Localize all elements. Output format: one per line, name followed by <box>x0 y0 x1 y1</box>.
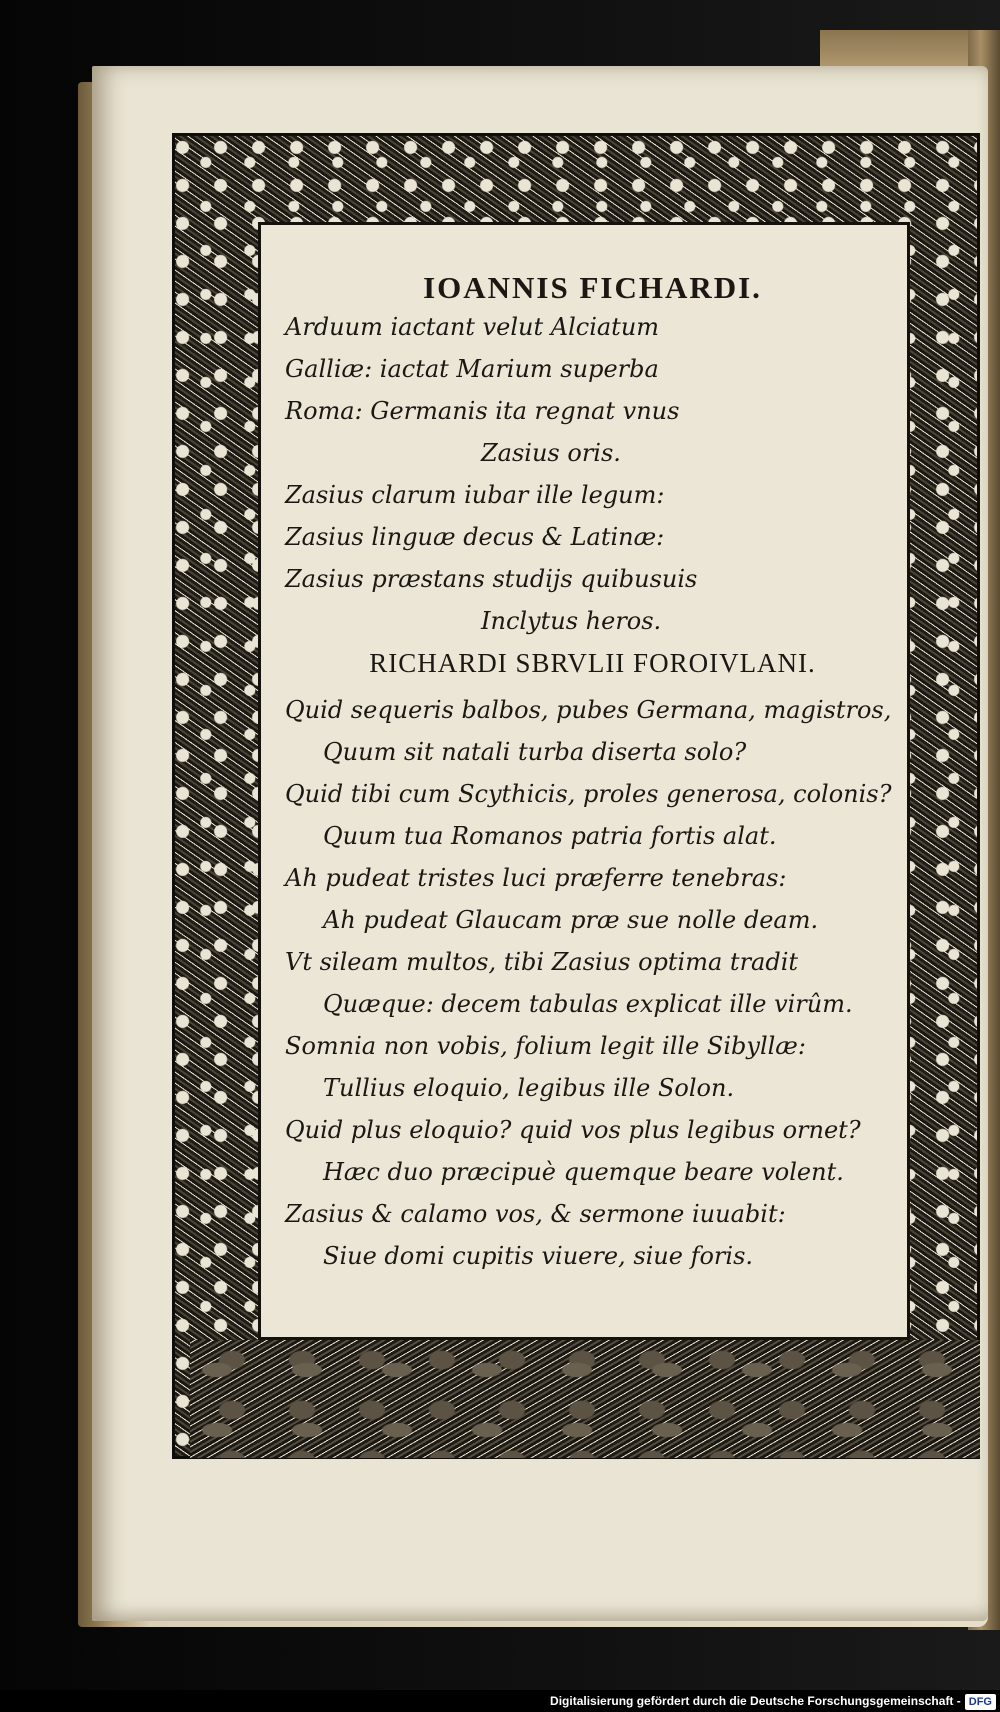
poem-line: Ah pudeat tristes luci præferre tenebras: <box>285 864 787 892</box>
poem-line: Hæc duo præcipuè quemque beare volent. <box>323 1158 844 1186</box>
poem-line: Quæque: decem tabulas explicat ille virûm. <box>323 990 853 1018</box>
poem-line: Ah pudeat Glaucam præ sue nolle deam. <box>323 906 819 934</box>
poem-line: Zasius præstans studijs quibusuis <box>285 565 698 593</box>
poem-line: Galliæ: iactat Marium superba <box>285 355 659 383</box>
poem-line: Zasius oris. <box>481 439 621 467</box>
poem2 <box>285 689 900 1277</box>
poem-line: Tullius eloquio, legibus ille Solon. <box>323 1074 735 1102</box>
poem1-heading: IOANNIS FICHARDI. <box>423 270 762 305</box>
poem2-heading: RICHARDI SBRVLII FOROIVLANI. <box>369 648 816 678</box>
poem-line: Zasius & calamo vos, & sermone iuuabit: <box>285 1200 786 1228</box>
poem-line: Quid plus eloquio? quid vos plus legibus ornet? <box>285 1116 861 1144</box>
footer-credit: Digitalisierung gefördert durch die Deutsche Forschungsgemeinschaft - <box>550 1694 961 1708</box>
poem-line: Inclytus heros. <box>481 607 662 635</box>
poem-line: Vt sileam multos, tibi Zasius optima tradit <box>285 948 799 976</box>
woodcut-border-bottom <box>190 1340 980 1458</box>
poem-line: Roma: Germanis ita regnat vnus <box>285 397 680 425</box>
poem-line: Zasius linguæ decus & Latinæ: <box>285 523 665 551</box>
poem-line: Zasius clarum iubar ille legum: <box>285 481 665 509</box>
poem1 <box>285 306 900 642</box>
poem-line: Somnia non vobis, folium legit ille Sibyllæ: <box>285 1032 806 1060</box>
poem-line: Siue domi cupitis viuere, siue foris. <box>323 1242 754 1270</box>
poem-line: Quid sequeris balbos, pubes Germana, magistros, <box>285 696 892 724</box>
poem-line: Arduum iactant velut Alciatum <box>285 313 660 341</box>
poem-text-block <box>285 270 900 1277</box>
poem-line: Quid tibi cum Scythicis, proles generosa, colonis? <box>285 780 892 808</box>
poem-line: Quum tua Romanos patria fortis alat. <box>323 822 777 850</box>
digitization-footer <box>0 1690 1000 1712</box>
dfg-logo: DFG <box>965 1694 996 1710</box>
poem-line: Quum sit natali turba diserta solo? <box>323 738 747 766</box>
